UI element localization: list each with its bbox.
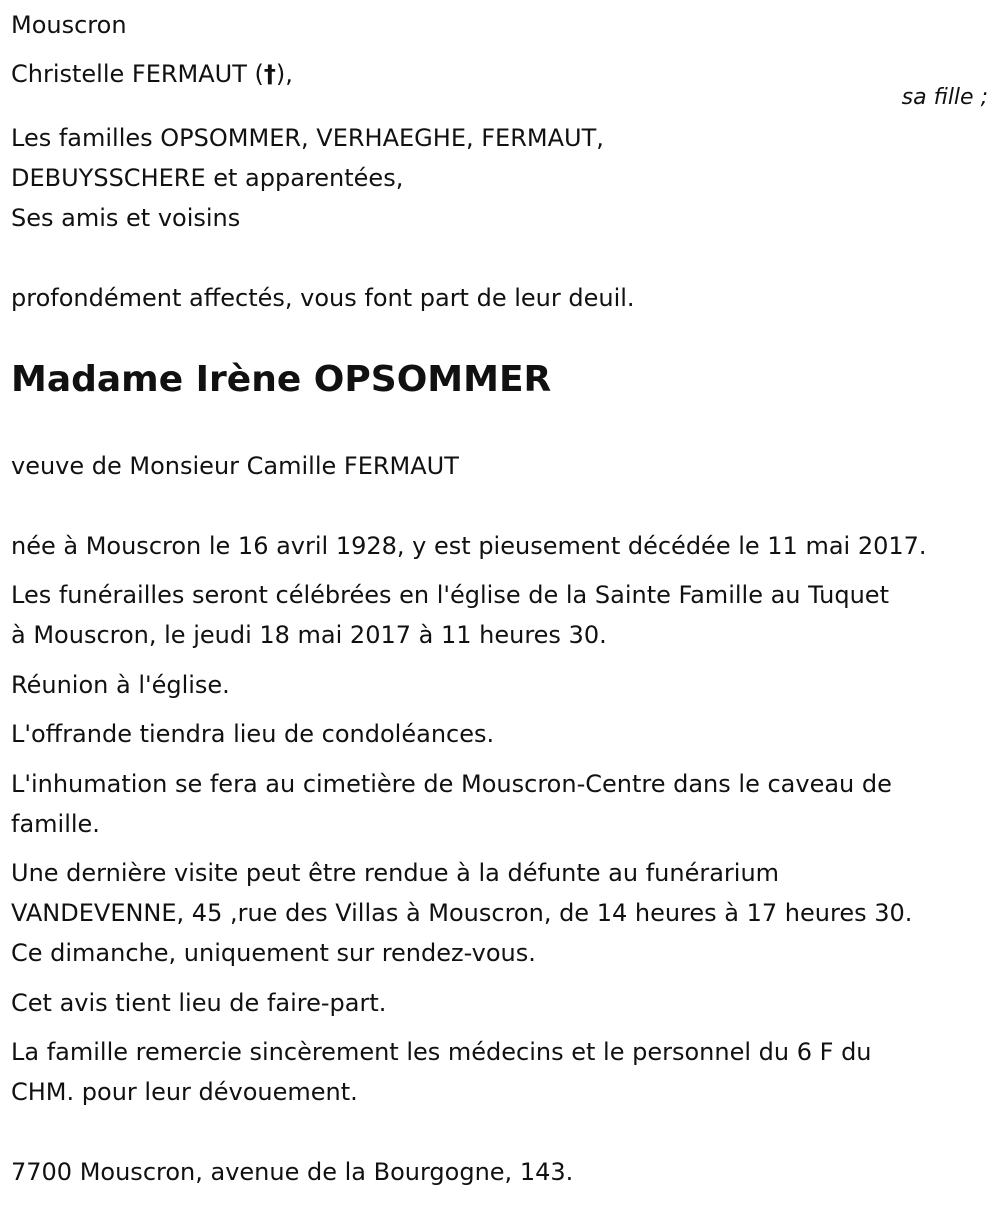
- visit-line-2: VANDEVENNE, 45 ,rue des Villas à Mouscron, de 14 heures à 17 heures 30.: [11, 899, 913, 927]
- deceased-name: Madame Irène OPSOMMER: [11, 359, 552, 400]
- birth-death-line: née à Mouscron le 16 avril 1928, y est pieusement décédée le 11 mai 2017.: [11, 532, 927, 560]
- daughter-name: Christelle FERMAUT (: [11, 60, 264, 88]
- notice-line: Cet avis tient lieu de faire-part.: [11, 989, 387, 1017]
- families-line-1: Les familles OPSOMMER, VERHAEGHE, FERMAUT,: [11, 124, 604, 152]
- address-line: 7700 Mouscron, avenue de la Bourgogne, 143.: [11, 1158, 574, 1186]
- visit-line-3: Ce dimanche, uniquement sur rendez-vous.: [11, 939, 536, 967]
- thanks-line-1: La famille remercie sincèrement les médecins et le personnel du 6 F du: [11, 1038, 872, 1066]
- friends-line: Ses amis et voisins: [11, 204, 241, 232]
- announcement-line: profondément affectés, vous font part de leur deuil.: [11, 284, 635, 312]
- burial-line-2: famille.: [11, 810, 100, 838]
- daughter-relation: sa fille ;: [901, 85, 988, 110]
- funeral-line-1: Les funérailles seront célébrées en l'église de la Sainte Famille au Tuquet: [11, 581, 889, 609]
- location-heading: Mouscron: [11, 11, 127, 39]
- offering-line: L'offrande tiendra lieu de condoléances.: [11, 720, 495, 748]
- meeting-line: Réunion à l'église.: [11, 671, 230, 699]
- daughter-suffix: ),: [275, 60, 293, 88]
- funeral-line-2: à Mouscron, le jeudi 18 mai 2017 à 11 heures 30.: [11, 621, 607, 649]
- families-line-2: DEBUYSSCHERE et apparentées,: [11, 164, 404, 192]
- burial-line-1: L'inhumation se fera au cimetière de Mouscron-Centre dans le caveau de: [11, 770, 892, 798]
- daughter-line: [11, 54, 293, 94]
- dagger-icon: †: [263, 60, 276, 88]
- spouse-line: veuve de Monsieur Camille FERMAUT: [11, 452, 459, 480]
- visit-line-1: Une dernière visite peut être rendue à la défunte au funérarium: [11, 859, 780, 887]
- thanks-line-2: CHM. pour leur dévouement.: [11, 1078, 358, 1106]
